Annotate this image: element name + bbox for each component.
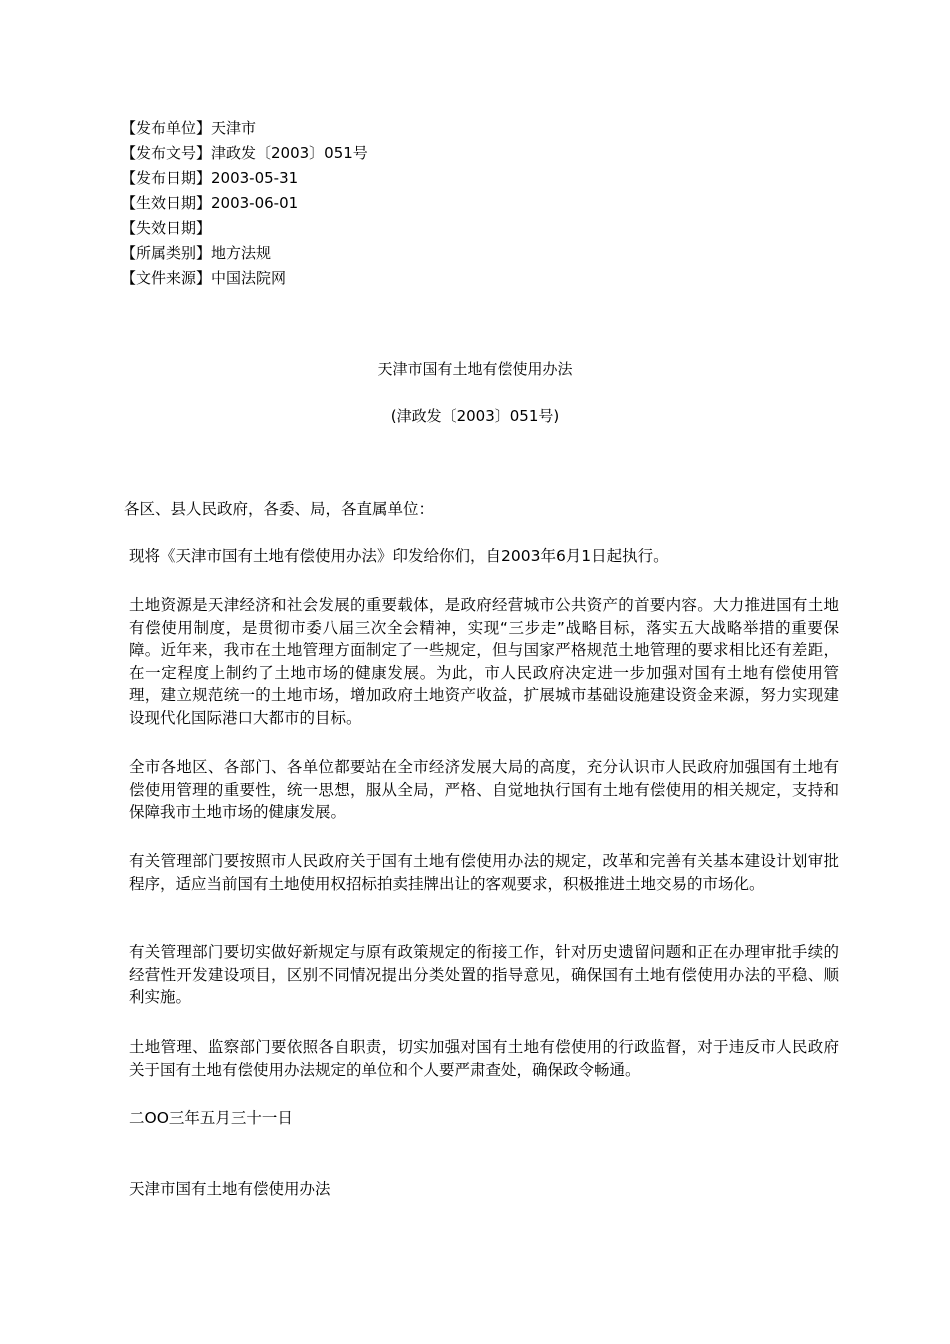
paragraph: 全市各地区、各部门、各单位都要站在全市经济发展大局的高度，充分认识市人民政府加强国有土地有偿使用管理的重要性，统一思想，服从全局，严格、自觉地执行国有土地有偿使用的相关规定，支持和保障我市土地市场的健康发展。	[129, 758, 839, 821]
meta-effective-date: 【生效日期】2003-06-01	[121, 194, 299, 212]
paragraph: 土地管理、监察部门要依照各自职责，切实加强对国有土地有偿使用的行政监督，对于违反市人民政府关于国有土地有偿使用办法规定的单位和个人要严肃查处，确保政令畅通。	[129, 1038, 839, 1079]
metadata-block	[121, 116, 721, 291]
greeting: 各区、县人民政府，各委、局，各直属单位：	[124, 500, 435, 518]
meta-issuing-unit: 【发布单位】天津市	[121, 119, 257, 137]
meta-issue-date: 【发布日期】2003-05-31	[121, 169, 299, 187]
paragraph: 土地资源是天津经济和社会发展的重要载体，是政府经营城市公共资产的首要内容。大力推进国有土地有偿使用制度，是贯彻市委八届三次全会精神，实现“三步走”战略目标，落实五大战略举措的重要保障。近年来，我市在土地管理方面制定了一些规定，但与国家严格规范土地管理的要求相比还有差距，在一定程度上制约了土地市场的健康发展。为此，市人民政府决定进一步加强对国有土地有偿使用管理，建立规范统一的土地市场，增加政府土地资产收益，扩展城市基础设施建设资金来源，努力实现建设现代化国际港口大都市的目标。	[129, 596, 839, 727]
paragraph: 现将《天津市国有土地有偿使用办法》印发给你们，自2003年6月1日起执行。	[129, 547, 669, 565]
section-title: 天津市国有土地有偿使用办法	[129, 1180, 331, 1198]
meta-category: 【所属类别】地方法规	[121, 244, 272, 262]
document-subtitle: (津政发〔2003〕051号)	[390, 407, 560, 425]
meta-document-number: 【发布文号】津政发〔2003〕051号	[121, 144, 368, 162]
document-title: 天津市国有土地有偿使用办法	[377, 360, 573, 378]
paragraph: 有关管理部门要按照市人民政府关于国有土地有偿使用办法的规定，改革和完善有关基本建设计划审批程序，适应当前国有土地使用权招标拍卖挂牌出让的客观要求，积极推进土地交易的市场化。	[129, 852, 839, 893]
signature-date: 二OO三年五月三十一日	[129, 1109, 293, 1127]
paragraph: 有关管理部门要切实做好新规定与原有政策规定的衔接工作，针对历史遗留问题和正在办理审批手续的经营性开发建设项目，区别不同情况提出分类处置的指导意见，确保国有土地有偿使用办法的平稳、顺利实施。	[129, 943, 839, 1006]
meta-source: 【文件来源】中国法院网	[121, 269, 287, 287]
meta-expiry-date: 【失效日期】	[121, 219, 212, 237]
